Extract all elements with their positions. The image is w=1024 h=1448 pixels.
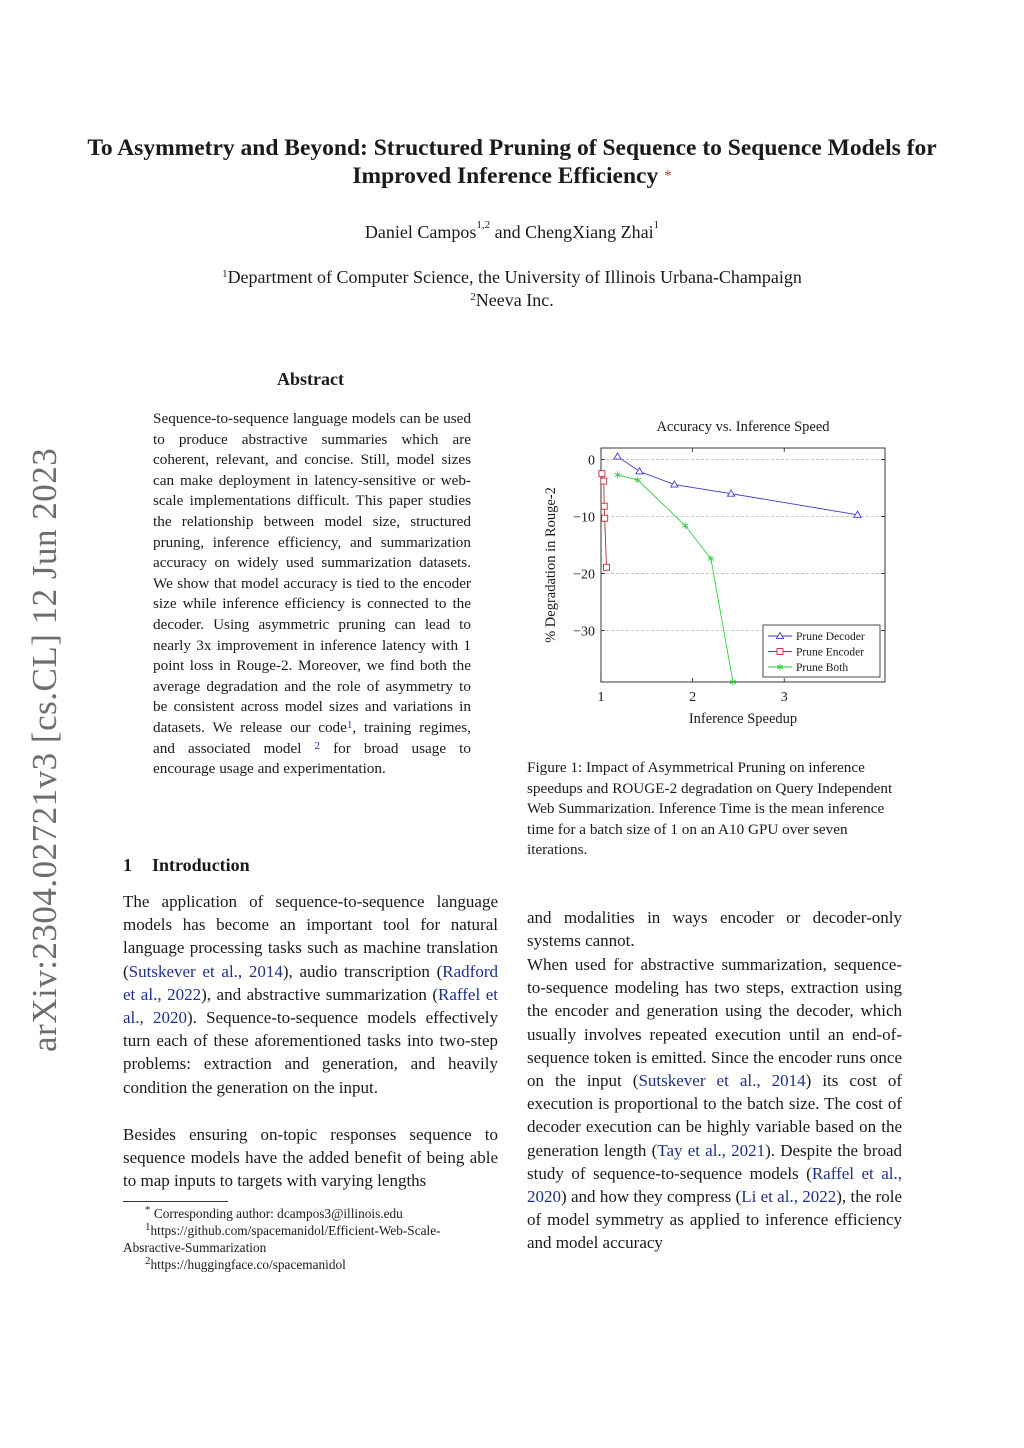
paragraph-text: ). Despite the broad study of sequence-to-sequence models ( bbox=[527, 1140, 902, 1183]
footnote-divider bbox=[123, 1201, 228, 1202]
citation-link[interactable]: Radford et al., 2022 bbox=[123, 961, 498, 1004]
legend-label: Prune Encoder bbox=[796, 646, 865, 659]
affiliation-text: Department of Computer Science, the University of Illinois Urbana-Champaign bbox=[227, 267, 802, 287]
data-point-prune-decoder bbox=[636, 468, 643, 474]
paragraph-text: ) its cost of execution is proportional to the batch size. The cost of decoder execution can be highly variable based on the generation length ( bbox=[527, 1071, 902, 1160]
affiliations bbox=[0, 266, 1024, 312]
data-point-prune-encoder bbox=[599, 471, 605, 477]
affiliation-line bbox=[0, 289, 1024, 312]
paragraph-text: ), the role of model symmetry as applied to inference efficiency and model accuracy bbox=[527, 1187, 902, 1253]
footnote bbox=[123, 1222, 498, 1256]
data-point-prune-both bbox=[615, 471, 621, 478]
title-footnote-mark[interactable]: * bbox=[664, 168, 672, 184]
y-tick-label: −10 bbox=[573, 510, 595, 526]
y-axis-label: % Degradation in Rouge-2 bbox=[543, 487, 559, 643]
intro-paragraph: and modalities in ways encoder or decoder-only systems cannot. bbox=[527, 908, 902, 951]
footnote-mark: 2 bbox=[145, 1255, 151, 1267]
intro-paragraph bbox=[123, 890, 498, 1099]
x-tick-label: 2 bbox=[689, 690, 697, 705]
author-affil-mark: 1,2 bbox=[476, 219, 491, 231]
accuracy-speed-chart bbox=[527, 410, 907, 740]
footnote-ref[interactable]: 1 bbox=[346, 718, 353, 731]
citation-link[interactable]: Raffel et al., 2020 bbox=[123, 984, 499, 1028]
paper-title bbox=[80, 134, 944, 190]
author-conjunction: and bbox=[490, 222, 526, 242]
section-title: Introduction bbox=[152, 855, 250, 875]
citation-link[interactable]: Tay et al., 2021 bbox=[657, 1140, 766, 1160]
paragraph-text: The application of sequence-to-sequence language models has become an important tool for natural language processing tasks such as machine translation ( bbox=[123, 892, 498, 981]
legend-label: Prune Decoder bbox=[796, 631, 865, 643]
paragraph-text: ), and abstractive summarization ( bbox=[201, 984, 439, 1004]
affiliation-text: Neeva Inc. bbox=[475, 290, 554, 310]
author-name: ChengXiang Zhai bbox=[525, 222, 654, 242]
data-point-prune-encoder bbox=[603, 564, 609, 570]
author-list bbox=[0, 219, 1024, 243]
citation-link[interactable]: Sutskever et al., 2014 bbox=[638, 1071, 806, 1091]
figure-1 bbox=[527, 410, 907, 740]
chart-legend bbox=[763, 625, 880, 677]
affiliation-mark: 2 bbox=[470, 291, 476, 303]
author-affil-mark: 1 bbox=[653, 219, 660, 231]
footnote bbox=[123, 1256, 498, 1273]
footnote-url[interactable]: https://github.com/spacemanidol/Efficient-Web-Scale-Absractive-Summarization bbox=[123, 1223, 441, 1255]
intro-paragraph bbox=[527, 953, 902, 1255]
footnote-mark: 1 bbox=[145, 1221, 151, 1233]
y-tick-label: −20 bbox=[573, 567, 595, 583]
affiliation-mark: 1 bbox=[222, 268, 228, 280]
series-line-prune-decoder bbox=[617, 457, 857, 515]
arxiv-watermark: arXiv:2304.02721v3 [cs.CL] 12 Jun 2023 bbox=[25, 447, 64, 1052]
footnote-ref[interactable]: 2 bbox=[314, 739, 321, 752]
citation-link[interactable]: Li et al., 2022 bbox=[741, 1187, 837, 1207]
author-name: Daniel Campos bbox=[364, 222, 477, 242]
abstract-text: for broad usage to encourage usage and experimentation. bbox=[153, 739, 471, 778]
section-number: 1 bbox=[123, 855, 132, 875]
legend-marker-prune-encoder bbox=[777, 649, 783, 655]
abstract-heading: Abstract bbox=[277, 369, 344, 389]
legend-label: Prune Both bbox=[796, 662, 849, 674]
paragraph-text: ). Sequence-to-sequence models effectively turn each of these aforementioned tasks into two-step problems: extraction and generation, and heavily condition the generation on the input. bbox=[123, 1008, 498, 1097]
paragraph-text: When used for abstractive summarization, sequence-to-sequence modeling has two steps, extraction using the encoder and generation using the decoder, which usually involves repeated execution until an end-of-sequence token is emitted. Since the encoder runs once on the input ( bbox=[527, 955, 902, 1091]
intro-paragraph: Besides ensuring on-topic responses sequence to sequence models have the added benefit of being able to map inputs to targets with varying lengths bbox=[123, 1125, 498, 1191]
data-point-prune-encoder bbox=[601, 503, 607, 509]
abstract-text: , training regimes, and associated model bbox=[153, 718, 471, 757]
paper-title-text: To Asymmetry and Beyond: Structured Pruning of Sequence to Sequence Models for Improved Inference Efficiency bbox=[87, 135, 937, 189]
citation-link[interactable]: Sutskever et al., 2014 bbox=[128, 961, 283, 981]
data-point-prune-decoder bbox=[614, 453, 621, 459]
footnote-url[interactable]: https://huggingface.co/spacemanidol bbox=[150, 1257, 346, 1272]
figure-caption: Figure 1: Impact of Asymmetrical Pruning on inference speedups and ROUGE-2 degradation on Query Independent Web Summarization. Inference Time is the mean inference time for a batch size of 1 on an A10 GPU over seven iterations. bbox=[527, 759, 893, 859]
chart-title: Accuracy vs. Inference Speed bbox=[656, 419, 830, 435]
section-heading bbox=[123, 855, 250, 876]
abstract-body bbox=[153, 409, 471, 780]
paragraph-text: ), audio transcription ( bbox=[282, 961, 443, 981]
paragraph-text: ) and how they compress ( bbox=[561, 1187, 742, 1207]
data-point-prune-encoder bbox=[602, 515, 608, 521]
footnote-text: Corresponding author: dcampos3@illinois.edu bbox=[150, 1206, 403, 1221]
footnotes bbox=[123, 1205, 498, 1273]
affiliation-line bbox=[0, 266, 1024, 289]
data-point-prune-encoder bbox=[601, 478, 607, 484]
x-axis-label: Inference Speedup bbox=[688, 711, 798, 727]
footnote bbox=[123, 1205, 498, 1222]
abstract-text: Sequence-to-sequence language models can be used to produce abstractive summaries which are coherent, relevant, and concise. Still, model sizes can make deployment in latency-sensitive or web-scale implementations difficult. This paper studies the relationship between model size, structured pruning, inference efficiency, and summarization accuracy on widely used summarization datasets. We show that model accuracy is tied to the encoder size while inference efficiency is connected to the decoder. Using asymmetric pruning can lead to nearly 3x improvement in inference latency with 1 point loss in Rouge-2. Moreover, we find both the average degradation and the role of asymmetry to be consistent across model sizes and variations in datasets. We release our code bbox=[153, 410, 471, 736]
y-tick-label: 0 bbox=[588, 453, 595, 469]
x-tick-label: 3 bbox=[780, 690, 788, 705]
footnote-mark: * bbox=[145, 1204, 151, 1216]
y-tick-label: −30 bbox=[573, 624, 595, 640]
x-tick-label: 1 bbox=[597, 690, 605, 705]
citation-link[interactable]: Raffel et al., 2020 bbox=[527, 1163, 902, 1207]
series-line-prune-both bbox=[617, 475, 732, 682]
